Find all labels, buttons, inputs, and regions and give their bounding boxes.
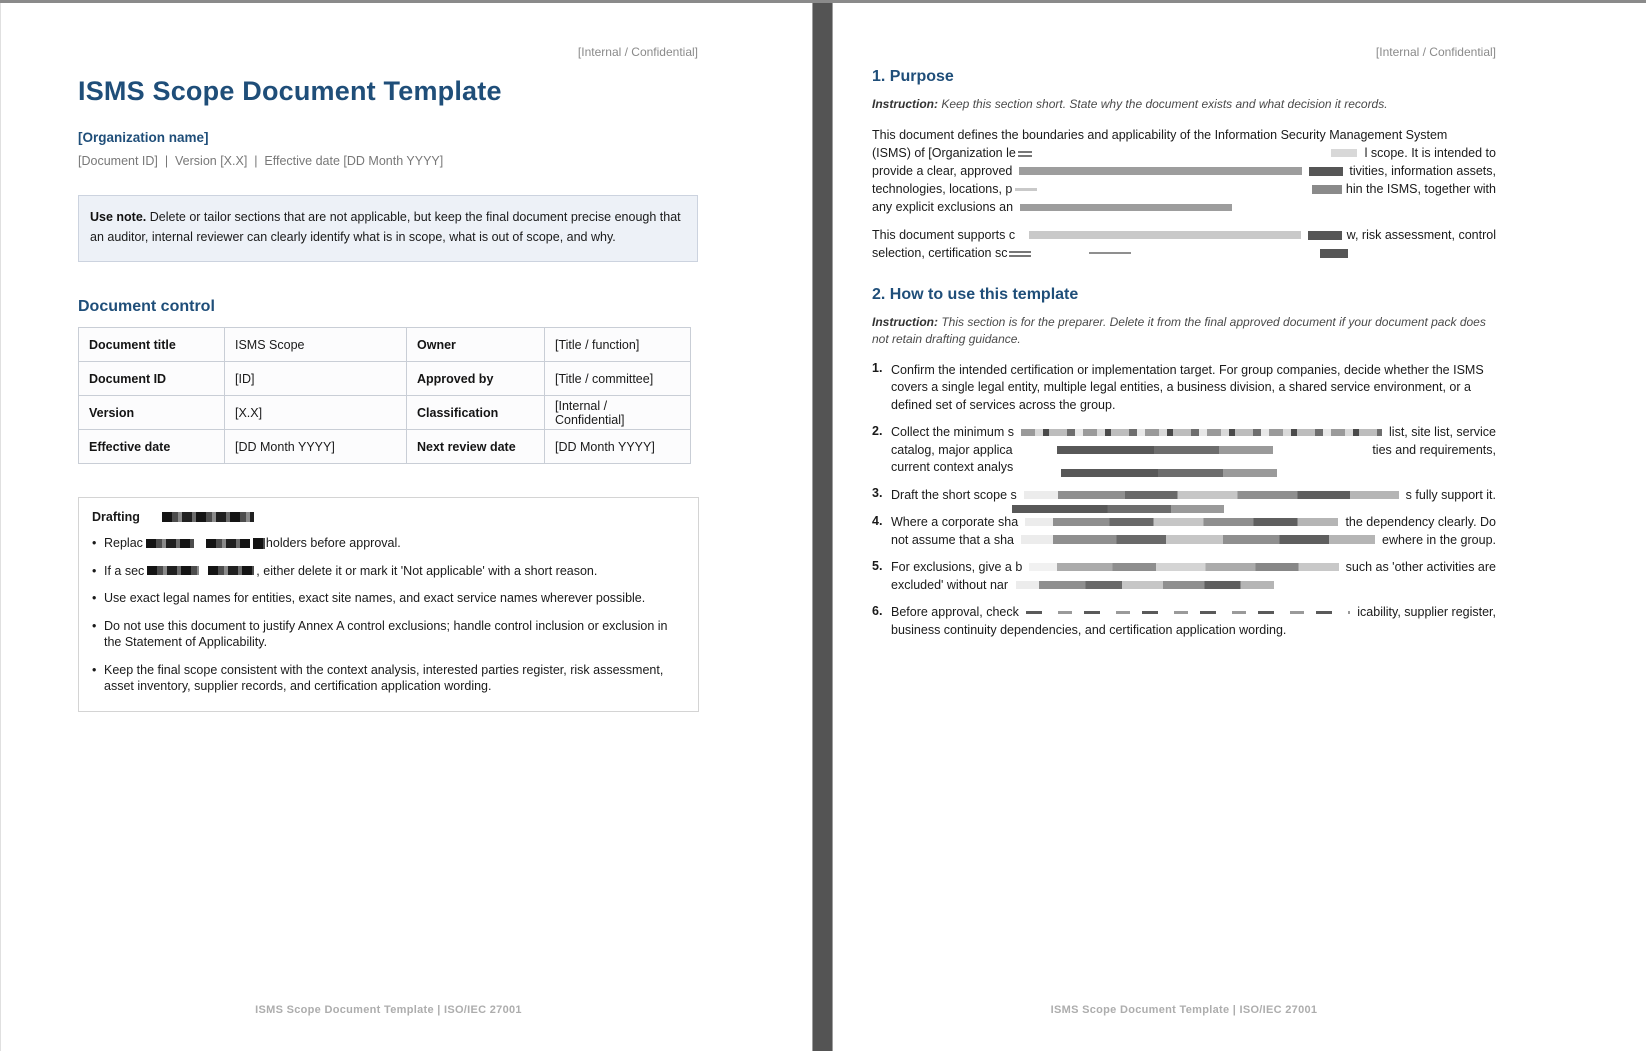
item-line <box>891 576 1496 594</box>
redaction-bar <box>147 566 199 575</box>
line-text: (ISMS) of [Organization le <box>872 146 1016 160</box>
redaction-bar <box>1019 167 1302 175</box>
line-text: ties and requirements, <box>1372 442 1496 457</box>
document-page-1 <box>0 3 812 1051</box>
cell-value: [ID] <box>225 362 407 396</box>
item-line <box>891 459 1496 477</box>
redaction-bar <box>208 566 254 575</box>
cell-value: [DD Month YYYY] <box>225 430 407 464</box>
redaction-bar <box>1024 491 1399 499</box>
cell-label: Document title <box>79 328 225 362</box>
document-control-table <box>78 327 691 464</box>
instruction-text <box>872 314 1496 348</box>
item-number: 1. <box>872 361 883 375</box>
redaction-bar <box>1312 185 1342 194</box>
item-number: 6. <box>872 603 883 618</box>
cell-label: Next review date <box>407 430 545 464</box>
item-line <box>891 531 1496 549</box>
item-line <box>891 604 1496 622</box>
howto-numbered-list <box>872 361 1496 639</box>
redaction-bar <box>1018 150 1032 157</box>
list-item <box>872 486 1496 504</box>
redaction-bar <box>1025 518 1338 526</box>
line-text: not assume that a sha <box>891 532 1014 547</box>
redaction-bar <box>146 539 194 548</box>
redaction-bar <box>1057 446 1273 454</box>
redaction-bar <box>1089 252 1131 254</box>
line-text: w, risk assessment, control <box>1346 228 1496 242</box>
redaction-bar <box>1029 231 1301 239</box>
drafting-lead-label: Drafting <box>92 510 140 524</box>
redaction-bar <box>1309 167 1343 176</box>
redaction-bar <box>1009 250 1031 257</box>
table-row <box>79 328 691 362</box>
table-row <box>79 396 691 430</box>
purpose-heading: 1. Purpose <box>872 68 954 85</box>
page-footer: ISMS Scope Document Template | ISO/IEC 27001 <box>1050 1004 1318 1016</box>
line-text: defined set of services across the group. <box>891 397 1116 412</box>
instruction-text <box>872 96 1496 113</box>
redaction-bar <box>1331 149 1357 157</box>
cell-label: Approved by <box>407 362 545 396</box>
item-line <box>891 486 1496 504</box>
use-note-lead: Use note. <box>90 210 147 224</box>
cell-value: ISMS Scope <box>225 328 407 362</box>
list-item <box>872 604 1496 639</box>
redaction-bar <box>1029 563 1338 571</box>
item-line <box>891 396 1496 414</box>
bullet-text: , either delete it or mark it 'Not applicable' with a short reason. <box>256 563 598 578</box>
list-item <box>92 563 685 580</box>
document-meta-line: [Document ID] | Version [X.X] | Effective date [DD Month YYYY] <box>78 154 444 168</box>
cell-value: [Title / committee] <box>545 362 691 396</box>
redaction-bar <box>1020 204 1232 211</box>
instruction-body: This section is for the preparer. Delete it from the final approved document if your document pack does not retain drafting guidance. <box>872 315 1486 346</box>
line-text: excluded' without nar <box>891 577 1009 592</box>
line-text: technologies, locations, p <box>872 182 1013 196</box>
classification-header: [Internal / Confidential] <box>577 45 698 59</box>
paragraph-line <box>872 198 1496 216</box>
bullet-text: • Replac <box>104 536 143 550</box>
item-number: 4. <box>872 513 883 528</box>
item-line <box>891 424 1496 442</box>
redaction-bar <box>206 539 250 548</box>
line-text: Before approval, check <box>891 605 1019 620</box>
bullet-text: • If a sec <box>104 563 145 578</box>
paragraph-line <box>872 244 1496 262</box>
paragraph-line <box>872 126 1496 144</box>
page-footer: ISMS Scope Document Template | ISO/IEC 27001 <box>255 1004 522 1016</box>
line-text: Where a corporate sha <box>891 515 1019 530</box>
classification-header: [Internal / Confidential] <box>1375 45 1496 59</box>
bullet-text: holders before approval. <box>265 536 401 550</box>
organization-name: [Organization name] <box>78 130 209 145</box>
cell-value: [Internal / Confidential] <box>545 396 691 430</box>
list-item <box>872 361 1496 414</box>
list-item <box>92 535 685 552</box>
list-item <box>872 424 1496 477</box>
line-text: list, site list, service <box>1389 425 1496 440</box>
line-text: covers a single legal entity, multiple legal entities, a business division, a shared service environment, or a <box>891 380 1471 395</box>
document-page-2 <box>833 3 1646 1051</box>
redaction-bar <box>1021 429 1382 436</box>
line-text: For exclusions, give a b <box>891 560 1023 575</box>
howto-heading: 2. How to use this template <box>872 286 1079 303</box>
list-item <box>872 514 1496 549</box>
line-text: tivities, information assets, <box>1349 164 1496 178</box>
redaction-bar <box>1021 535 1375 544</box>
instruction-lead: Instruction: <box>872 97 938 111</box>
line-text: This document supports c <box>872 228 1016 242</box>
line-text: This document defines the boundaries and applicability of the Information Security Management System <box>872 128 1448 142</box>
list-item: • Use exact legal names for entities, exact site names, and exact service names wherever possible. <box>92 590 685 607</box>
line-text: such as 'other activities are <box>1345 560 1496 575</box>
cell-label: Owner <box>407 328 545 362</box>
line-text: selection, certification sc <box>872 246 1008 260</box>
redaction-bar <box>1012 505 1224 513</box>
redaction-bar <box>1061 469 1277 477</box>
table-row <box>79 362 691 396</box>
cell-value: [Title / function] <box>545 328 691 362</box>
item-line <box>891 441 1496 459</box>
document-title: ISMS Scope Document Template <box>78 76 502 106</box>
cell-value: [X.X] <box>225 396 407 430</box>
cell-value: [DD Month YYYY] <box>545 430 691 464</box>
redaction-bar <box>162 512 254 522</box>
page-gap-divider <box>812 3 833 1051</box>
paragraph-line <box>872 162 1496 180</box>
cell-label: Classification <box>407 396 545 430</box>
list-item: • Do not use this document to justify Annex A control exclusions; handle control inclusion or exclusion in the Statement of Applicability. <box>92 618 685 651</box>
line-text: hin the ISMS, together with <box>1345 182 1496 196</box>
item-line <box>891 514 1496 532</box>
paragraph-line <box>872 180 1496 198</box>
item-number: 2. <box>872 423 883 438</box>
list-item <box>872 559 1496 594</box>
cell-label: Version <box>79 396 225 430</box>
redaction-bar <box>1308 231 1342 240</box>
line-text: Confirm the intended certification or implementation target. For group companies, decide whether the ISMS <box>891 362 1484 377</box>
line-text: business continuity dependencies, and certification application wording. <box>891 622 1287 637</box>
document-control-heading: Document control <box>78 298 215 315</box>
cell-label: Document ID <box>79 362 225 396</box>
redaction-bar <box>1015 188 1037 191</box>
line-text: provide a clear, approved <box>872 164 1013 178</box>
line-text: Draft the short scope s <box>891 487 1017 502</box>
line-text: current context analys <box>891 460 1014 475</box>
item-number: 5. <box>872 558 883 573</box>
paragraph-line <box>872 144 1496 162</box>
item-line <box>891 621 1496 639</box>
line-text: the dependency clearly. Do <box>1345 515 1496 530</box>
instruction-body: Keep this section short. State why the document exists and what decision it records. <box>938 97 1388 111</box>
list-item: • Keep the final scope consistent with the context analysis, interested parties register, risk assessment, asset inventory, supplier records, and certification application wording. <box>92 662 685 695</box>
redaction-bar <box>1026 611 1350 614</box>
item-line <box>891 361 1496 379</box>
line-text: s fully support it. <box>1405 487 1496 502</box>
item-line <box>891 559 1496 577</box>
redaction-bar <box>253 538 265 549</box>
purpose-paragraph-2 <box>872 226 1496 262</box>
item-number: 3. <box>872 486 883 500</box>
use-note-callout <box>78 195 698 262</box>
use-note-text: Delete or tailor sections that are not applicable, but keep the final document precise enough that an auditor, internal reviewer can clearly identify what is in scope, what is out of scope, and why. <box>90 210 681 244</box>
redaction-bar <box>1320 249 1348 258</box>
drafting-lead-line <box>92 510 685 524</box>
table-row <box>79 430 691 464</box>
line-text: Collect the minimum s <box>891 425 1014 440</box>
cell-label: Effective date <box>79 430 225 464</box>
purpose-paragraph-1 <box>872 126 1496 216</box>
line-text: icability, supplier register, <box>1357 605 1496 620</box>
line-text: catalog, major applica <box>891 442 1013 457</box>
line-text: l scope. It is intended to <box>1364 146 1496 160</box>
redaction-bar <box>1016 581 1274 589</box>
line-text: any explicit exclusions an <box>872 200 1014 214</box>
drafting-notes-box <box>78 497 699 712</box>
item-line <box>891 379 1496 397</box>
line-text: ewhere in the group. <box>1382 532 1496 547</box>
paragraph-line <box>872 226 1496 244</box>
instruction-lead: Instruction: <box>872 315 938 329</box>
